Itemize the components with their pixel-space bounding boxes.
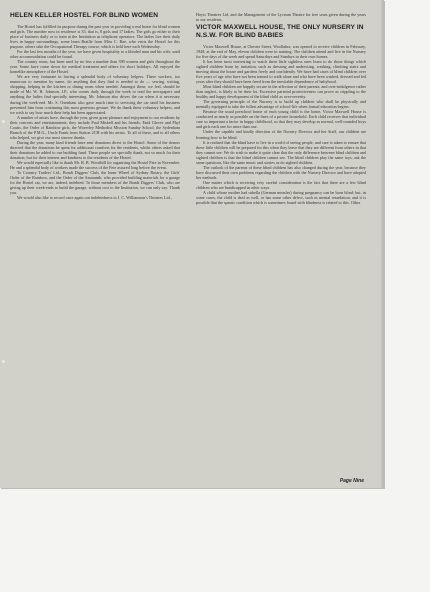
continued-paragraph: Hoyts Theatres Ltd, and the Management of the Lyceum Theatre for free seats given during the years to our residents. xyxy=(196,12,366,23)
paragraph: The governing principle of the Nursery is to build up children who shall be physically and mentally equipped to take the fullest advantage of school-life when formal education begins. xyxy=(196,99,366,110)
paragraph: It has been most interesting to watch these little sightless ones learn to do those things which sighted children learn by imitation, such as dressing and undressing, washing, climbing stairs and moving about the house and gardens freely and confidently. We have had cases of blind children over five years of age who have not been trained to walk alone and who have been washed, dressed and fed years after they should have been freed from the inevitable dependence of babyhood. xyxy=(196,58,366,85)
paragraph: We would especially like to thank Mr. R. B. Woodhill for organising the Hostel Fete in November. He and a splendid body of workers made the success of the Fete assured long before the event. xyxy=(10,160,180,171)
paragraph: The country room, has been used by no less a number than 390 women and girls throughout the year. Some have come down for medical treatment and others for short holidays. All enjoyed the homelike atmosphere of the Hostel. xyxy=(10,59,180,75)
paragraph: To Country Traders' Ltd., Bondi Diggers' Club, the Inner Wheel of Sydney Rotary, the Girls' Order of the Rainbow, and the Order of the Amaranth, who provided building materials for a garage for the Hostel car, we are, indeed, indebted. To those members of the Bondi Diggers' Club, who are giving up their week-ends to build the garage, without cost to the Institution, we can only say: Thank you. xyxy=(10,170,180,196)
right-column xyxy=(196,12,366,205)
paragraph: A number of artists have, through the year, given great pleasure and enjoyment to our residents by their concerts and entertainments; they include Paul Miskell and his friends, Enid Glover and Phyl Coutts, the Order of Rainbow girls, the Waverley Methodist Mission Sunday School, the Sydenham Branch of the P.M.G., Uncle Frank from Station 2CH with his artists. To all of these, and to all others who helped, we give our most sincere thanks. xyxy=(10,114,180,140)
paragraph: For the last few months of the year, we have given hospitality to a blinded man and his wife, until other accommodation could be found. xyxy=(10,49,180,60)
section-heading-nursery: VICTOR MAXWELL HOUSE, THE ONLY NURSERY IN N.S.W. FOR BLIND BABIES xyxy=(196,24,364,39)
paragraph: The outlook of the parents of these blind children has also changed during the year, because they have discussed their own problems regarding the children with the Nursery Director and have adopted her methods. xyxy=(196,164,366,180)
paragraph: A child whose mother had rubella (German measles) during pregnancy can be born blind; but, in some cases, the child is deaf as well, or has some other defect, such as mental retardation, and it is possible that the spastic condition which is sometimes found with blindness is related to this. Other xyxy=(196,190,366,206)
paragraph: We are very fortunate in having a splendid body of voluntary helpers. These workers, too numerous to mention by name, do anything that they find is needed to do — sewing, writing, shopping, helping in the kitchen or dining room when needed. Amongst these, we feel, should be made of Mr. W. H. Johnson, J.P., who comes daily through the week to read the newspapers and anything the ladies find specially interesting. Mr. Johnson also drives the car when it is necessary during the week-end. Mr. S. Oxenham also gave much time to servicing the car until his business prevented him from continuing this most generous gesture. We do thank these voluntary helpers, and we wish to say how much their help has been appreciated. xyxy=(10,74,180,115)
paragraph: Most blind children are happily secure in the affection of their parents, and over-indulgence rather than neglect, is likely to be their lot. Excessive parental protectiveness can prove as crippling to the healthy and happy development of the blind child as over-severity. xyxy=(196,84,366,100)
paragraph: Victor Maxwell House, at Chester Street, Woollahra, was opened to receive children in February, 1948, at the end of May, eleven children were in training. The children attend and live in the Nursery for five days of the week and spend Saturdays and Sundays in their own homes. xyxy=(196,43,366,59)
section-heading-hostel: HELEN KELLER HOSTEL FOR BLIND WOMEN xyxy=(10,12,159,19)
binding-hole xyxy=(2,360,5,363)
page-number: Page Nine xyxy=(339,478,364,484)
paragraph: We would also like to record once again our indebtedness to J. C. Williamson's Theatres Ltd., xyxy=(17,195,172,201)
paragraph: Because the usual preschool home of each young child is the home, Victor Maxwell House is conducted as nearly as possible on the lines of a private household. Each child receives that individual care so important a factor in happy childhood, so that they may develop as normal, well-rounded boys and girls each one for more than one. xyxy=(196,109,366,130)
paragraph: Under the capable and kindly direction of the Nursery Director and her Staff, our children are learning how to be blind. xyxy=(196,129,366,140)
paragraph: The Hostel has fulfilled its purpose during the past year in providing a real home for blind women and girls. The number now in residence is 35, that is, 8 girls and 17 ladies. The girls go either to their place of business daily or to train at the Institution as telephone operators. The ladies live their daily lives in happy surroundings, some learn Braille from Miss C. Rae, who visits the Hostel for this purpose, others take the Occupational Therapy course, which is held here each Wednesday. xyxy=(10,23,180,49)
paragraph: One matter which is receiving very careful consideration is the fact that there are a few blind children who are handicapped in other ways. xyxy=(196,179,366,190)
binding-hole xyxy=(2,120,5,123)
paragraph: It is realised that the blind have to live in a world of seeing people, and care is taken to ensure that these little children will be prepared for this when they leave that they are different from others in that they cannot see. We do wish to make it quite clear that the only difference between blind children and sighted children is that the blind children cannot see. The blind children play the same toys, ask the same questions, like the same music and stories as do sighted children. xyxy=(196,139,366,165)
left-column xyxy=(10,12,180,200)
paragraph: During the year, many kind friends have sent donations direct to the Hostel. Some of the donors directed that the donations be spent for additional comforts for the residents, whilst others asked that their donations be added to our building fund. These people we specially thank, not so much for their donation, but for their interest and kindness to the residents of the Hostel. xyxy=(10,139,180,161)
